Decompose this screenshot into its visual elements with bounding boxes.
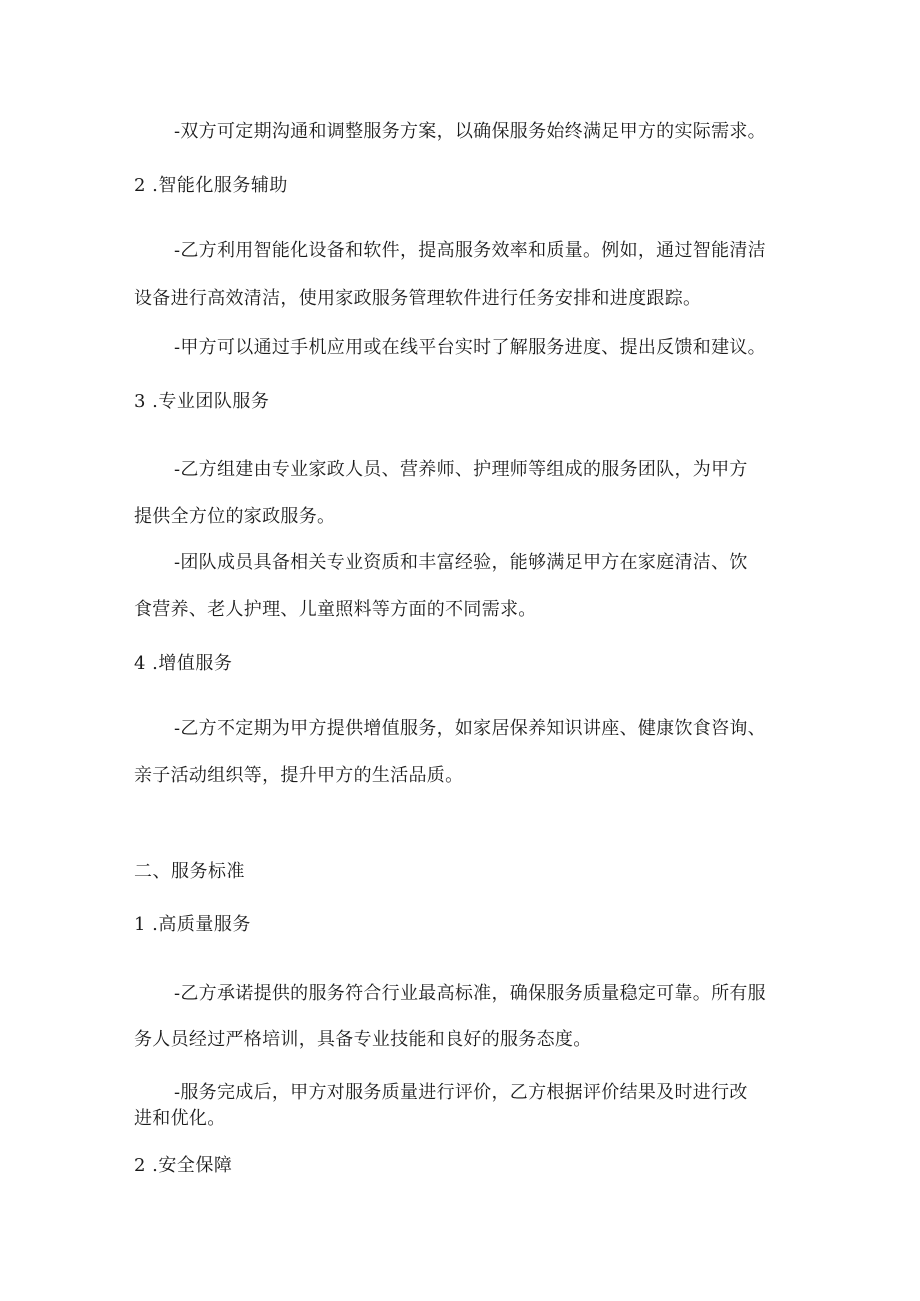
paragraph-line: 务人员经过严格培训，具备专业技能和良好的服务态度。 xyxy=(134,1029,592,1050)
paragraph-line: -乙方不定期为甲方提供增值服务，如家居保养知识讲座、健康饮食咨询、 xyxy=(174,718,766,739)
section-heading-intelligent-service: 2 .智能化服务辅助 xyxy=(134,175,288,196)
paragraph-line: -甲方可以通过手机应用或在线平台实时了解服务进度、提出反馈和建议。 xyxy=(174,337,766,358)
paragraph-line: 提供全方位的家政服务。 xyxy=(134,506,336,527)
paragraph-line: 亲子活动组织等，提升甲方的生活品质。 xyxy=(134,765,464,786)
paragraph-line: 食营养、老人护理、儿童照料等方面的不同需求。 xyxy=(134,599,537,620)
paragraph-line: -乙方承诺提供的服务符合行业最高标准，确保服务质量稳定可靠。所有服 xyxy=(174,983,766,1004)
section-heading-safety: 2 .安全保障 xyxy=(134,1155,233,1176)
section-heading-professional-team: 3 .专业团队服务 xyxy=(134,391,270,412)
paragraph-line: -乙方组建由专业家政人员、营养师、护理师等组成的服务团队，为甲方 xyxy=(174,459,748,480)
paragraph-line: 设备进行高效清洁，使用家政服务管理软件进行任务安排和进度跟踪。 xyxy=(134,288,702,309)
paragraph-line: 进和优化。 xyxy=(134,1108,226,1129)
paragraph-line: -双方可定期沟通和调整服务方案，以确保服务始终满足甲方的实际需求。 xyxy=(174,121,766,142)
paragraph-line: -乙方利用智能化设备和软件，提高服务效率和质量。例如，通过智能清洁 xyxy=(174,240,766,261)
chapter-heading-service-standards: 二、服务标准 xyxy=(134,861,245,882)
paragraph-line: -服务完成后，甲方对服务质量进行评价，乙方根据评价结果及时进行改 xyxy=(174,1082,748,1103)
section-heading-value-added: 4 .增值服务 xyxy=(134,653,233,674)
section-heading-high-quality: 1 .高质量服务 xyxy=(134,914,251,935)
paragraph-line: -团队成员具备相关专业资质和丰富经验，能够满足甲方在家庭清洁、饮 xyxy=(174,552,748,573)
